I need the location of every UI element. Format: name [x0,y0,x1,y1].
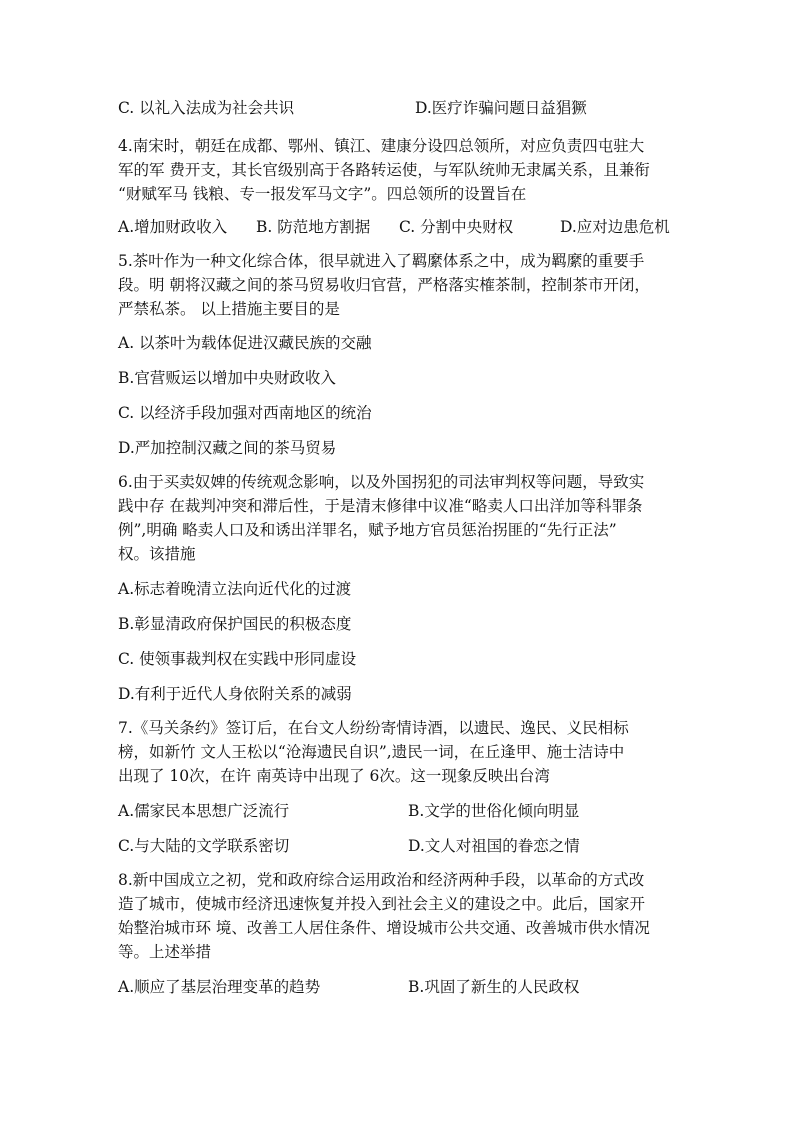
q6-option-a: A.标志着晚清立法向近代化的过渡 [118,580,352,598]
q4-stem-line-2: 军的军 费开支，其长官级别高于各路转运使，与军队统帅无隶属关系，且兼衔 [118,161,650,179]
q8-stem-line-3: 始整治城市环 境、改善工人居住条件、增设城市公共交通、改善城市供水情况 [118,919,650,937]
q6-option-d: D.有利于近代人身依附关系的减弱 [118,685,352,703]
q6-stem-line-2: 践中存 在裁判冲突和滞后性，于是清末修律中议准“略卖人口出洋加等科罪条 [118,497,643,515]
q5-option-a: A. 以茶叶为载体促进汉藏民族的交融 [118,334,372,352]
q5-stem-line-3: 严禁私茶。 以上措施主要目的是 [118,300,340,318]
q6-stem-line-4: 权。该措施 [118,545,196,563]
q7-option-c: C.与大陆的文学联系密切 [118,837,290,855]
q6-stem-line-1: 6.由于买卖奴婢的传统观念影响，以及外国拐犯的司法审判权等问题，导致实 [118,473,645,491]
q7-stem-line-1: 7.《马关条约》签订后，在台文人纷纷寄情诗酒，以遗民、逸民、义民相标 [118,719,629,737]
q4-stem-line-3: “财赋军马 钱粮、专一报发军马文字”。四总领所的设置旨在 [118,185,527,203]
q6-option-c: C. 使领事裁判权在实践中形同虚设 [118,650,357,668]
q6-option-b: B.彰显清政府保护国民的积极态度 [118,615,352,633]
q5-option-d: D.严加控制汉藏之间的茶马贸易 [118,439,337,457]
q8-stem-line-2: 造了城市，使城市经济迅速恢复并投入到社会主义的建设之中。此后，国家开 [118,895,646,913]
q5-option-b: B.官营贩运以增加中央财政收入 [118,369,336,387]
q5-option-c: C. 以经济手段加强对西南地区的统治 [118,404,372,422]
q3-option-c: C. 以礼入法成为社会共识 [118,99,295,117]
q4-option-b: B. 防范地方割据 [256,218,371,236]
q7-option-b: B.文学的世俗化倾向明显 [408,802,580,820]
q7-option-a: A.儒家民本思想广泛流行 [118,802,290,820]
q8-stem-line-4: 等。上述举措 [118,943,212,961]
q5-stem-line-1: 5.茶叶作为一种文化综合体，很早就进入了羁縻体系之中，成为羁縻的重要手 [118,252,645,270]
q4-option-d: D.应对边患危机 [560,218,670,236]
q3-option-d: D.医疗诈骗问题日益猖獗 [415,99,587,117]
q6-stem-line-3: 例”,明确 略卖人口及和诱出洋罪名，赋予地方官员惩治拐匪的“先行正法” [118,521,617,539]
q7-stem-line-3: 出现了 10次，在许 南英诗中出现了 6次。这一现象反映出台湾 [118,767,550,785]
q4-option-a: A.增加财政收入 [118,218,228,236]
q8-option-a: A.顺应了基层治理变革的趋势 [118,978,321,996]
q4-stem-line-1: 4.南宋时，朝廷在成都、鄂州、镇江、建康分设四总领所，对应负责四屯驻大 [118,137,645,155]
q8-option-b: B.巩固了新生的人民政权 [408,978,580,996]
q4-option-c: C. 分割中央财权 [399,218,514,236]
q7-stem-line-2: 榜，如新竹 文人王松以“沧海遗民自识”,遗民一词，在丘逢甲、施士洁诗中 [118,743,625,761]
q8-stem-line-1: 8.新中国成立之初，党和政府综合运用政治和经济两种手段，以革命的方式改 [118,871,645,889]
q5-stem-line-2: 段。明 朝将汉藏之间的茶马贸易收归官营，严格落实榷茶制，控制茶市开闭， [118,276,650,294]
q7-option-d: D.文人对祖国的眷恋之情 [408,837,580,855]
